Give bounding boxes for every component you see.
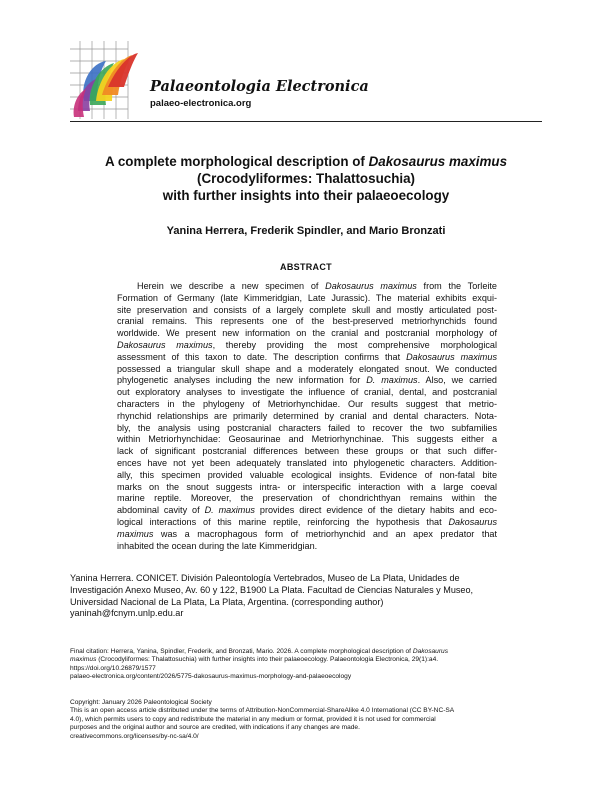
abstract-line: marine reptile. Moreover, the preservation of chondrichthyan remains within the — [117, 493, 497, 504]
abstract-line: abdominal cavity of D. maximus provides direct evidence of the dietary habits and eco- — [117, 505, 497, 516]
author-email[interactable]: yaninah@fcnym.unlp.edu.ar — [70, 608, 184, 619]
author-affiliation — [70, 573, 550, 620]
copyright-line: 4.0), which permits users to copy and redistribute the material in any medium or format, provided it is not used for commercial — [70, 715, 436, 723]
abstract-heading: ABSTRACT — [280, 262, 332, 272]
abstract-line: cranial remains. This represents one of the best-preserved metriorhynchids found — [117, 316, 497, 327]
abstract-line: logical interactions of this marine reptile, reinforcing the hypothesis that Dakosaurus — [117, 516, 497, 527]
abstract-line: Herein we describe a new specimen of Dakosaurus maximus from the Torleite — [137, 281, 497, 291]
abstract-line: ally, this specimen provided valuable ecological insights. Evidence of non-fatal bite — [117, 469, 497, 480]
citation-line: maximus (Crocodyliformes: Thalattosuchia) with further insights into their palaeoecology. Palaeontologia Electronica, 29(1):a4. — [70, 656, 439, 664]
header-divider — [70, 121, 542, 122]
citation-line: Final citation: Herrera, Yanina, Spindler, Frederik, and Bronzati, Mario. 2026. A complete morphological description of Dakosaurus — [70, 648, 448, 655]
affiliation-line: Universidad Nacional de La Plata, La Plata, Argentina. (corresponding author) — [70, 596, 384, 607]
abstract-line: maximus was a macrophagous form of metriorhynchid and an apex predator that — [117, 528, 497, 539]
article-title — [60, 153, 552, 204]
abstract-line: Dakosaurus maximus, thereby providing the most comprehensive morphological — [117, 339, 497, 350]
abstract-body — [117, 281, 497, 552]
abstract-line: ences have not yet been adequately translated into phylogenetic characters. Addition- — [117, 457, 497, 468]
affiliation-line: Yanina Herrera. CONICET. División Paleontología Vertebrados, Museo de La Plata, Unidades de — [70, 573, 460, 583]
abstract-line: within Metriorhynchidae: Geosaurinae and Metriorhynchinae. This suggests either a — [117, 434, 497, 445]
abstract-line: Formation of Germany (late Kimmeridgian, Late Jurassic). The material exhibits exqui- — [117, 292, 497, 303]
abstract-line: possessed a triangular skull shape and a moderately elongated snout. We conducted — [117, 363, 497, 374]
abstract-line: worldwide. We present new information on the cranial and postcranial morphology of — [117, 328, 497, 339]
affiliation-line: Investigación Anexo Museo, Av. 60 y 122, B1900 La Plata. Facultad de Ciencias Naturales y Museo, — [70, 584, 474, 595]
citation-doi-link[interactable]: https://doi.org/10.26879/1577 — [70, 664, 156, 672]
abstract-line: bly, the analysis using postcranial characters failed to recover the two subfamilies — [117, 422, 497, 433]
citation-url-link[interactable]: palaeo-electronica.org/content/2026/5775-dakosaurus-maximus-morphology-and-palaeoecology — [70, 673, 352, 681]
abstract-line: rhynchid relationships are primarily determined by cranial and dental characters. Nota- — [117, 410, 497, 421]
title-line-2: (Crocodyliformes: Thalattosuchia) — [197, 171, 415, 186]
title-line-1: A complete morphological description of Dakosaurus maximus — [104, 154, 508, 169]
journal-url[interactable]: palaeo-electronica.org — [150, 98, 252, 109]
journal-logo — [70, 41, 150, 119]
abstract-line: lack of significant postcranial differences between these groups or that such differ- — [117, 446, 497, 457]
copyright-notice — [70, 699, 545, 741]
journal-logo-icon — [70, 41, 150, 119]
final-citation — [70, 648, 545, 682]
title-line-3: with further insights into their palaeoecology — [162, 188, 450, 203]
abstract-line: phylogenetic analyses including the new information for D. maximus. Also, we carried — [117, 375, 497, 386]
abstract-line: inhabited the ocean during the late Kimmeridgian. — [117, 540, 318, 551]
abstract-line: marks on the snout suggests intra- or interspecific interaction with a large coeval — [117, 481, 497, 492]
abstract-line: out exploratory analyses to investigate the influence of cranial, dental, and postcranial — [117, 387, 497, 398]
abstract-line: characters in the phylogeny of Metriorhynchidae. Our results suggest that metrio- — [117, 398, 497, 409]
copyright-line: Copyright: January 2026 Paleontological Society — [70, 699, 212, 706]
copyright-line: This is an open access article distributed under the terms of Attribution-NonCommercial-ShareAlike 4.0 International (CC BY-NC-SA — [70, 707, 455, 715]
journal-name: Palaeontologia Electronica — [150, 78, 369, 95]
license-link[interactable]: creativecommons.org/licenses/by-nc-sa/4.0/ — [70, 732, 199, 740]
copyright-line: purposes and the original author and source are credited, with indications if any changes are made. — [70, 724, 360, 732]
abstract-line: site preservation and consists of a largely complete skull and mostly articulated post- — [117, 304, 497, 315]
author-list: Yanina Herrera, Frederik Spindler, and Mario Bronzati — [166, 225, 446, 237]
abstract-line: assessment of this taxon to date. The description confirms that Dakosaurus maximus — [117, 351, 497, 362]
